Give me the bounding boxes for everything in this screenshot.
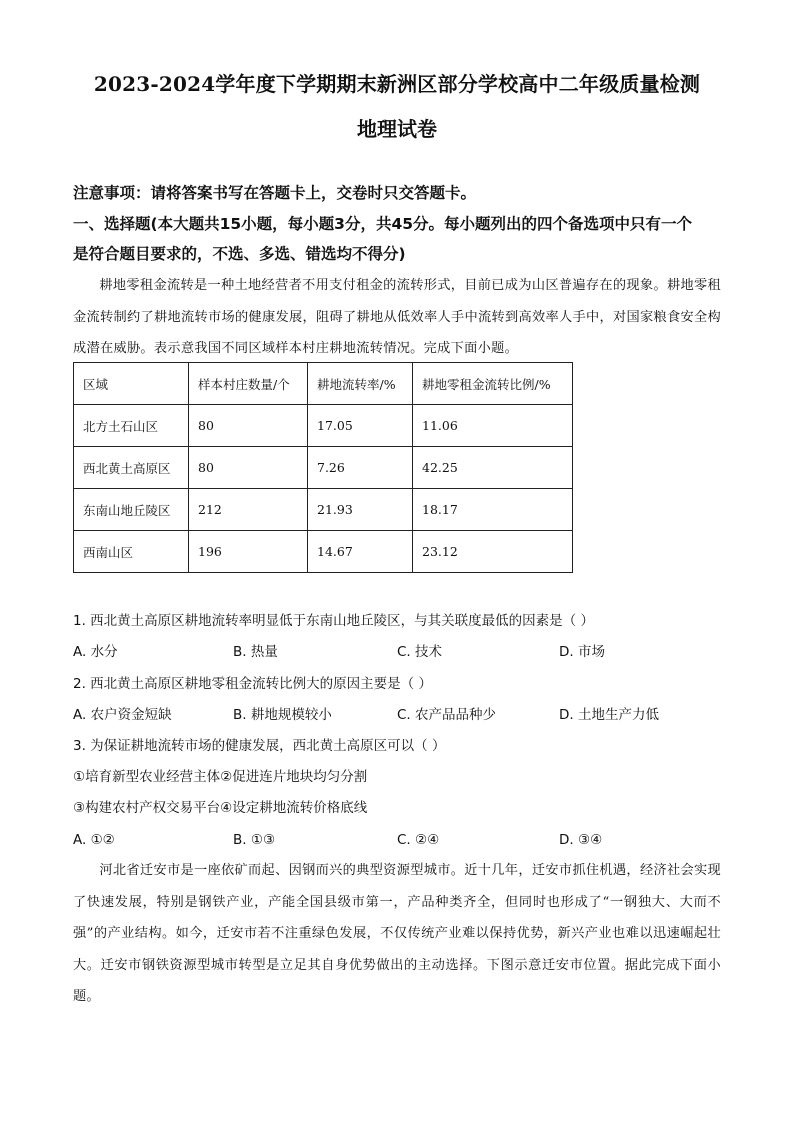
table-cell: 17.05 bbox=[308, 405, 413, 447]
table-row bbox=[74, 531, 573, 573]
question-3-item-line2: ③构建农村产权交易平台④设定耕地流转价格底线 bbox=[73, 800, 368, 816]
q3-option-a[interactable]: A. ①② bbox=[73, 832, 115, 848]
table-header-cell: 耕地零租金流转比例/% bbox=[413, 363, 573, 405]
table-header-cell: 耕地流转率/% bbox=[308, 363, 413, 405]
table-header-row bbox=[74, 363, 573, 405]
table-cell: 14.67 bbox=[308, 531, 413, 573]
question-1-options bbox=[73, 642, 733, 662]
q3-option-c[interactable]: C. ②④ bbox=[397, 832, 440, 848]
passage-1: 耕地零租金流转是一种土地经营者不用支付租金的流转形式，目前已成为山区普遍存在的现象。耕地零租金流转制约了耕地流转市场的健康发展，阻碍了耕地从低效率人手中流转到高效率人手中，对国家粮食安全构成潜在威胁。表示意我国不同区域样本村庄耕地流转情况。完成下面小题。 bbox=[73, 278, 721, 356]
table-cell: 80 bbox=[189, 447, 308, 489]
q3-option-d[interactable]: D. ③④ bbox=[559, 832, 603, 848]
q2-option-a[interactable]: A. 农户资金短缺 bbox=[73, 707, 172, 723]
question-2-stem: 2. 西北黄土高原区耕地零租金流转比例大的原因主要是（ ） bbox=[73, 676, 432, 692]
exam-subtitle: 地理试卷 bbox=[357, 117, 437, 141]
section1-heading-line2: 是符合题目要求的，不选、多选、错选均不得分) bbox=[73, 245, 406, 263]
table-cell: 7.26 bbox=[308, 447, 413, 489]
q2-option-b[interactable]: B. 耕地规模较小 bbox=[233, 707, 332, 723]
table-row bbox=[74, 405, 573, 447]
table-cell: 80 bbox=[189, 405, 308, 447]
table-cell: 212 bbox=[189, 489, 308, 531]
village-transfer-table bbox=[73, 362, 573, 573]
question-1-stem: 1. 西北黄土高原区耕地流转率明显低于东南山地丘陵区，与其关联度最低的因素是（ ） bbox=[73, 613, 594, 629]
notice: 注意事项：请将答案书写在答题卡上，交卷时只交答题卡。 bbox=[73, 184, 477, 202]
table-cell: 西北黄土高原区 bbox=[74, 447, 189, 489]
q2-option-c[interactable]: C. 农产品品种少 bbox=[397, 707, 497, 723]
table-row bbox=[74, 447, 573, 489]
question-2-options bbox=[73, 705, 733, 725]
table-header-cell: 样本村庄数量/个 bbox=[189, 363, 308, 405]
q1-option-a[interactable]: A. 水分 bbox=[73, 644, 118, 660]
table-row bbox=[74, 489, 573, 531]
question-3-stem: 3. 为保证耕地流转市场的健康发展，西北黄土高原区可以（ ） bbox=[73, 738, 446, 754]
q1-option-d[interactable]: D. 市场 bbox=[559, 644, 605, 660]
question-3-options bbox=[73, 830, 733, 850]
question-3-item-line1: ①培育新型农业经营主体②促进连片地块均匀分割 bbox=[73, 769, 368, 785]
table-cell: 18.17 bbox=[413, 489, 573, 531]
q2-option-d[interactable]: D. 土地生产力低 bbox=[559, 707, 659, 723]
table-cell: 23.12 bbox=[413, 531, 573, 573]
table-cell: 西南山区 bbox=[74, 531, 189, 573]
table-cell: 21.93 bbox=[308, 489, 413, 531]
q1-option-b[interactable]: B. 热量 bbox=[233, 644, 278, 660]
table-cell: 42.25 bbox=[413, 447, 573, 489]
table-cell: 北方土石山区 bbox=[74, 405, 189, 447]
q3-option-b[interactable]: B. ①③ bbox=[233, 832, 276, 848]
table-header-cell: 区域 bbox=[74, 363, 189, 405]
passage-2: 河北省迁安市是一座依矿而起、因钢而兴的典型资源型城市。近十几年，迁安市抓住机遇，经济社会实现了快速发展，特别是钢铁产业，产能全国县级市第一，产品种类齐全，但同时也形成了“一钢独大、大而不强”的产业结构。如今，迁安市若不注重绿色发展，不仅传统产业难以保持优势，新兴产业也难以迅速崛起壮大。迁安市钢铁资源型城市转型是立足其自身优势做出的主动选择。下图示意迁安市位置。据此完成下面小题。 bbox=[73, 863, 721, 1004]
table-cell: 11.06 bbox=[413, 405, 573, 447]
section1-heading-line1: 一、选择题(本大题共15小题，每小题3分，共45分。每小题列出的四个备选项中只有一个 bbox=[73, 215, 693, 233]
exam-title: 2023-2024学年度下学期期末新洲区部分学校高中二年级质量检测 bbox=[93, 72, 701, 96]
q1-option-c[interactable]: C. 技术 bbox=[397, 644, 443, 660]
table-cell: 196 bbox=[189, 531, 308, 573]
table-cell: 东南山地丘陵区 bbox=[74, 489, 189, 531]
